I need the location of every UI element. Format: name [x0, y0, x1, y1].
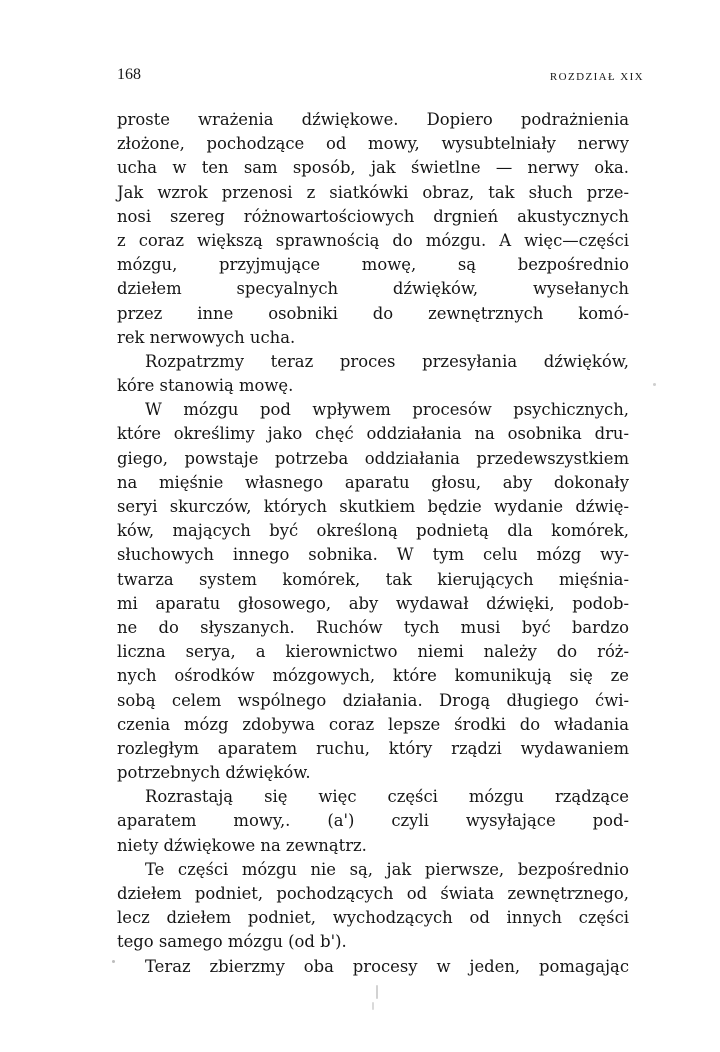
- text-line: czenia mózg zdobywa coraz lepsze środki do władania: [117, 714, 629, 734]
- text-line: Rozrastają się więc części mózgu rządzące: [145, 787, 629, 807]
- text-line: giego, powstaje potrzeba oddziałania przedewszystkiem: [117, 448, 629, 468]
- paragraph-2: [117, 350, 629, 398]
- text-line: sobą celem wspólnego działania. Drogą długiego ćwi-: [117, 690, 629, 710]
- paragraph-6: [117, 955, 629, 979]
- text-line: niety dźwiękowe na zewnątrz.: [117, 835, 367, 855]
- text-line: słuchowych innego sobnika. W tym celu mózg wy-: [117, 545, 629, 565]
- text-line: przez inne osobniki do zewnętrznych komó-: [117, 303, 629, 323]
- text-line: tego samego mózgu (od b').: [117, 932, 347, 952]
- text-line: Teraz zbierzmy oba procesy w jeden, pomagając: [145, 956, 629, 976]
- body-text: [117, 108, 629, 979]
- text-line: liczna serya, a kierownictwo niemi należy do róż-: [117, 642, 629, 662]
- paper-speck: [653, 383, 656, 386]
- text-line: kóre stanowią mowę.: [117, 376, 294, 396]
- running-title: ROZDZIAŁ XIX: [549, 71, 644, 83]
- text-line: które określimy jako chęć oddziałania na osobnika dru-: [117, 424, 629, 444]
- text-line: ucha w ten sam sposób, jak świetlne — nerwy oka.: [117, 158, 629, 178]
- text-line: nych ośrodków mózgowych, które komunikują się ze: [117, 666, 629, 686]
- paper-speck: [112, 960, 115, 963]
- text-line: twarza system komórek, tak kierujących mięśnia-: [117, 569, 629, 589]
- text-line: nosi szereg różnowartościowych drgnień akustycznych: [117, 206, 629, 226]
- text-line: z coraz większą sprawnością do mózgu. A więc—części: [117, 230, 629, 250]
- text-line: ków, mających być określoną podnietą dla komórek,: [117, 521, 629, 541]
- text-line: seryi skurczów, których skutkiem będzie wydanie dźwię-: [117, 497, 629, 516]
- text-line: lecz dziełem podniet, wychodzących od innych części: [117, 908, 629, 928]
- page-header: [117, 66, 644, 86]
- text-line: rek nerwowych ucha.: [117, 327, 296, 347]
- text-line: aparatem mowy,. (a') czyli wysyłające pod-: [117, 811, 629, 831]
- text-line: złożone, pochodzące od mowy, wysubtelniały nerwy: [117, 134, 629, 154]
- text-line: mi aparatu głosowego, aby wydawał dźwięki, podob-: [117, 593, 629, 613]
- text-line: proste wrażenia dźwiękowe. Dopiero podrażnienia: [117, 110, 629, 129]
- page-number: 168: [117, 66, 141, 83]
- text-line: W mózgu pod wpływem procesów psychicznych,: [145, 400, 629, 420]
- text-line: Rozpatrzmy teraz proces przesyłania dźwięków,: [145, 351, 629, 371]
- paragraph-4: [117, 785, 629, 858]
- text-line: dziełem podniet, pochodzących od świata zewnętrznego,: [117, 884, 629, 903]
- paragraph-5: [117, 858, 629, 955]
- text-line: na mięśnie własnego aparatu głosu, aby dokonały: [117, 472, 629, 492]
- text-line: Te części mózgu nie są, jak pierwsze, bezpośrednio: [145, 859, 629, 879]
- text-line: Jak wzrok przenosi z siatkówki obraz, tak słuch prze-: [117, 182, 629, 202]
- text-line: mózgu, przyjmujące mowę, są bezpośrednio: [117, 255, 629, 275]
- text-line: ne do słyszanych. Ruchów tych musi być bardzo: [117, 617, 629, 637]
- paragraph-1: [117, 108, 629, 350]
- paper-speck: [372, 1002, 374, 1010]
- paragraph-3: [117, 398, 629, 785]
- text-line: potrzebnych dźwięków.: [117, 763, 311, 783]
- text-line: rozległym aparatem ruchu, który rządzi wydawaniem: [117, 738, 629, 758]
- paper-speck: [376, 985, 378, 999]
- text-line: dziełem specyalnych dźwięków, wysełanych: [117, 279, 629, 299]
